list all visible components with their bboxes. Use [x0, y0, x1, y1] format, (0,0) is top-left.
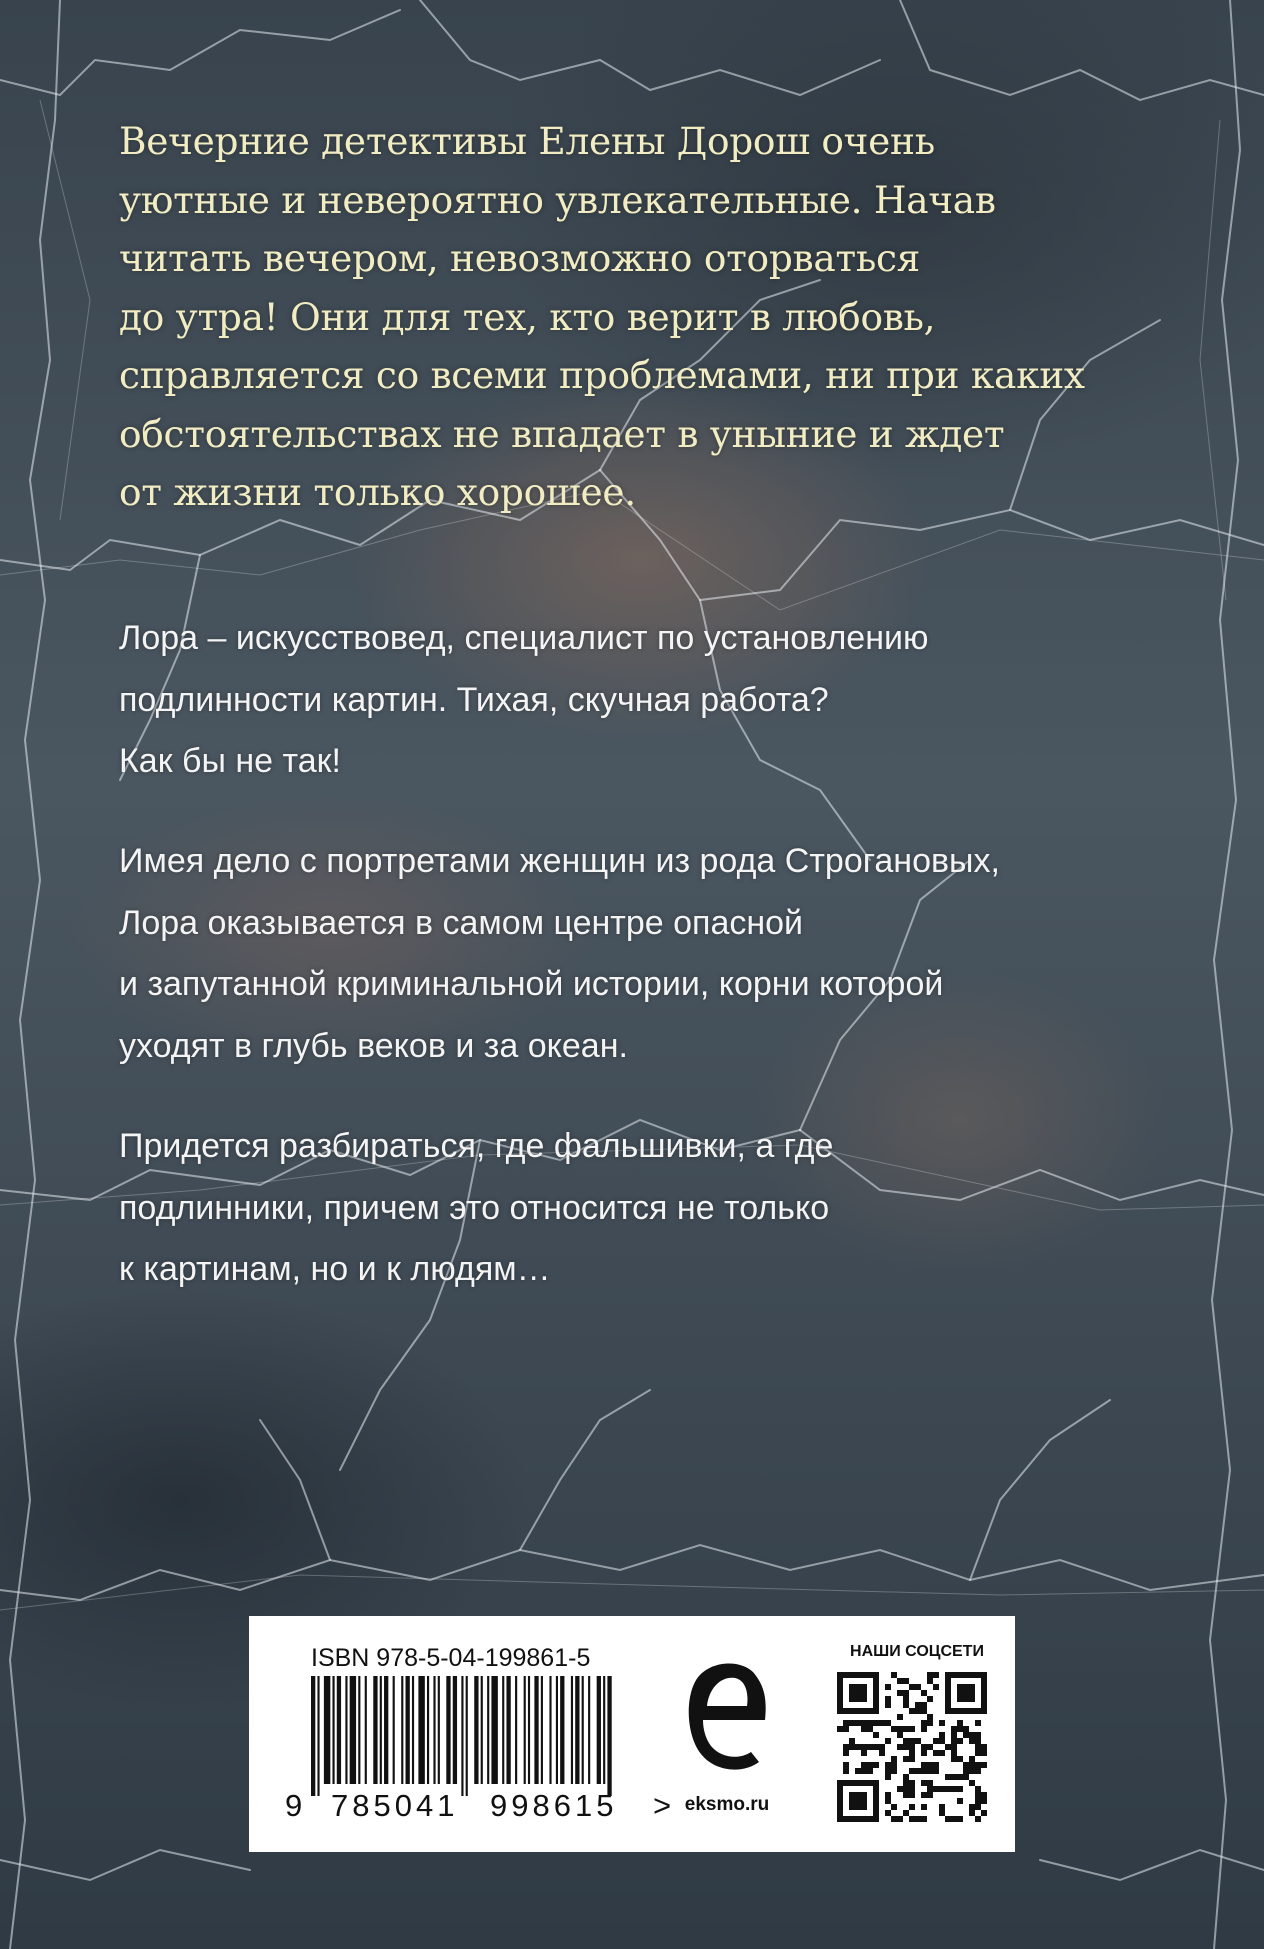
qr-module	[933, 1768, 939, 1774]
qr-module	[957, 1774, 963, 1780]
qr-module	[897, 1678, 903, 1684]
qr-module	[927, 1780, 933, 1786]
qr-module	[873, 1744, 879, 1750]
qr-module	[933, 1786, 939, 1792]
qr-module	[909, 1708, 915, 1714]
qr-module	[933, 1672, 939, 1678]
qr-module	[843, 1750, 849, 1756]
qr-module	[927, 1678, 933, 1684]
qr-module	[903, 1786, 909, 1792]
barcode-bar	[453, 1676, 457, 1784]
barcode-bar	[446, 1676, 450, 1784]
barcode-bar	[515, 1676, 517, 1784]
qr-module	[981, 1744, 987, 1750]
barcode-bar	[324, 1676, 330, 1784]
barcode-bar	[332, 1676, 334, 1784]
qr-module	[945, 1708, 987, 1714]
qr-module	[885, 1810, 891, 1816]
qr-module	[927, 1768, 933, 1774]
qr-module	[897, 1786, 903, 1792]
qr-module	[921, 1804, 927, 1810]
series-blurb	[119, 112, 1159, 522]
qr-module	[837, 1780, 879, 1786]
qr-module	[921, 1768, 927, 1774]
blurb-line: Вечерние детективы Елены Дорош очень	[119, 119, 935, 163]
barcode-bar	[607, 1676, 611, 1796]
publisher-site: eksmo.ru	[684, 1794, 770, 1815]
qr-module	[939, 1720, 945, 1726]
barcode-bar	[461, 1676, 463, 1796]
barcode-bar	[350, 1676, 356, 1784]
synopsis-line: и запутанной криминальной истории, корни которой	[119, 965, 944, 1003]
qr-module	[879, 1720, 885, 1726]
qr-module	[969, 1756, 975, 1762]
qr-module	[915, 1768, 921, 1774]
qr-module	[921, 1816, 927, 1822]
qr-module	[951, 1738, 957, 1744]
qr-module	[957, 1756, 963, 1762]
qr-code-icon	[837, 1672, 987, 1822]
qr-module	[855, 1768, 861, 1774]
qr-module	[903, 1678, 909, 1684]
qr-module	[885, 1720, 891, 1726]
blurb-line: от жизни только хорошее.	[119, 470, 636, 514]
barcode-bar	[427, 1676, 429, 1784]
qr-module	[891, 1726, 897, 1732]
barcode-arrow: >	[653, 1788, 672, 1823]
qr-module	[861, 1750, 867, 1756]
qr-module	[957, 1726, 963, 1732]
qr-module	[975, 1816, 981, 1822]
qr-module	[957, 1720, 963, 1726]
qr-module	[939, 1732, 945, 1738]
qr-module	[885, 1798, 891, 1804]
qr-module	[927, 1744, 933, 1750]
qr-module	[861, 1720, 867, 1726]
barcode-bar	[412, 1676, 414, 1784]
barcode-bar	[524, 1676, 526, 1784]
qr-module	[945, 1786, 951, 1792]
blurb-line: обстоятельствах не впадает в уныние и ждет	[119, 411, 1005, 456]
barcode-bar	[337, 1676, 341, 1784]
qr-module	[927, 1786, 933, 1792]
synopsis-line: Лора – искусствовед, специалист по установлению	[119, 619, 929, 657]
barcode-bar	[358, 1676, 360, 1784]
qr-module	[903, 1726, 909, 1732]
qr-module	[975, 1738, 981, 1744]
qr-module	[873, 1672, 879, 1714]
qr-module	[921, 1762, 927, 1768]
qr-module	[903, 1780, 909, 1786]
barcode-bar	[380, 1676, 382, 1784]
qr-module	[849, 1792, 867, 1810]
qr-module	[891, 1762, 897, 1768]
qr-module	[915, 1816, 921, 1822]
barcode-bar	[575, 1676, 579, 1784]
qr-module	[927, 1720, 933, 1726]
qr-module	[981, 1762, 987, 1768]
qr-module	[897, 1690, 903, 1696]
barcode-bar	[534, 1676, 538, 1784]
qr-module	[939, 1804, 945, 1810]
qr-module	[981, 1792, 987, 1798]
qr-module	[975, 1792, 981, 1798]
qr-module	[885, 1696, 891, 1702]
qr-module	[867, 1720, 873, 1726]
qr-module	[849, 1720, 855, 1726]
qr-module	[975, 1750, 981, 1756]
qr-module	[891, 1672, 897, 1678]
qr-module	[951, 1744, 957, 1750]
qr-module	[873, 1780, 879, 1822]
qr-module	[891, 1756, 897, 1762]
qr-module	[945, 1774, 951, 1780]
qr-module	[915, 1702, 921, 1708]
qr-module	[885, 1738, 891, 1744]
qr-module	[927, 1714, 933, 1720]
qr-module	[927, 1696, 933, 1702]
synopsis-line: уходят в глубь веков и за океан.	[119, 1026, 628, 1065]
qr-module	[891, 1816, 897, 1822]
barcode-bar	[393, 1676, 395, 1784]
barcode-bar	[491, 1676, 497, 1784]
isbn-label: ISBN 978-5-04-199861-5	[311, 1644, 591, 1672]
qr-module	[909, 1756, 915, 1762]
qr-module	[903, 1738, 909, 1744]
qr-module	[885, 1702, 891, 1708]
qr-module	[885, 1792, 891, 1798]
barcode-bar	[466, 1676, 468, 1796]
qr-module	[927, 1762, 933, 1768]
barcode-bar	[365, 1676, 367, 1784]
qr-module	[921, 1750, 927, 1756]
qr-module	[963, 1774, 969, 1780]
barcode-bar	[311, 1676, 315, 1796]
barcode-bar	[373, 1676, 377, 1784]
qr-module	[837, 1726, 843, 1732]
barcode-panel	[249, 1616, 1015, 1852]
barcode-bar	[418, 1676, 424, 1784]
barcode-bar	[474, 1676, 478, 1784]
qr-module	[885, 1774, 891, 1780]
qr-module	[861, 1726, 867, 1732]
qr-module	[975, 1804, 981, 1810]
qr-module	[915, 1708, 921, 1714]
qr-module	[975, 1768, 981, 1774]
qr-module	[969, 1762, 975, 1768]
qr-module	[843, 1726, 849, 1732]
qr-module	[975, 1762, 981, 1768]
synopsis-line: Как бы не так!	[119, 742, 341, 780]
barcode-bar	[384, 1676, 388, 1784]
qr-module	[849, 1738, 855, 1744]
qr-module	[969, 1804, 975, 1810]
qr-module	[909, 1726, 915, 1732]
barcode-bar	[433, 1676, 435, 1784]
qr-module	[873, 1732, 879, 1738]
qr-module	[957, 1816, 963, 1822]
qr-module	[885, 1684, 891, 1690]
qr-module	[909, 1750, 915, 1756]
qr-module	[909, 1780, 915, 1786]
qr-module	[981, 1798, 987, 1804]
qr-module	[927, 1792, 933, 1798]
qr-module	[981, 1810, 987, 1816]
barcode-bar	[582, 1676, 584, 1784]
qr-module	[927, 1672, 933, 1678]
qr-module	[945, 1816, 951, 1822]
qr-module	[867, 1726, 873, 1732]
barcode-bar	[588, 1676, 590, 1784]
qr-module	[951, 1726, 957, 1732]
synopsis-line: подлинники, причем это относится не только	[119, 1188, 830, 1227]
qr-module	[867, 1762, 873, 1768]
qr-module	[951, 1816, 957, 1822]
barcode-bar	[556, 1676, 558, 1784]
qr-module	[933, 1750, 939, 1756]
synopsis-paragraph-2	[119, 831, 1179, 1077]
synopsis-line: Придется разбираться, где фальшивки, а где	[119, 1127, 834, 1165]
qr-module	[849, 1744, 855, 1750]
qr-module	[921, 1708, 927, 1714]
qr-module	[969, 1780, 975, 1786]
synopsis-paragraph-1	[119, 608, 1179, 793]
qr-module	[861, 1762, 867, 1768]
qr-module	[843, 1768, 849, 1774]
qr-module	[963, 1732, 969, 1738]
qr-module	[903, 1744, 909, 1750]
qr-module	[975, 1786, 981, 1792]
synopsis-paragraph-3	[119, 1116, 1179, 1301]
social-title: НАШИ СОЦСЕТИ	[850, 1643, 984, 1660]
barcode-bar	[345, 1676, 347, 1784]
qr-module	[945, 1744, 951, 1750]
barcode-bar	[549, 1676, 551, 1784]
qr-module	[909, 1792, 915, 1798]
qr-module	[939, 1786, 945, 1792]
qr-module	[891, 1768, 897, 1774]
qr-module	[903, 1810, 909, 1816]
qr-module	[933, 1738, 939, 1744]
qr-module	[909, 1816, 915, 1822]
qr-module	[903, 1702, 909, 1708]
barcode-bar	[502, 1676, 504, 1784]
qr-module	[903, 1756, 909, 1762]
qr-module	[921, 1780, 927, 1786]
qr-module	[981, 1672, 987, 1714]
barcode-bar	[603, 1676, 605, 1784]
barcode-bar	[401, 1676, 403, 1784]
blurb-line: читать вечером, невозможно оторваться	[119, 236, 921, 280]
qr-module	[969, 1738, 975, 1744]
qr-module	[861, 1768, 867, 1774]
qr-module	[975, 1744, 981, 1750]
qr-module	[957, 1798, 963, 1804]
qr-module	[903, 1774, 909, 1780]
qr-module	[945, 1672, 987, 1678]
qr-module	[969, 1732, 975, 1738]
qr-module	[885, 1762, 891, 1768]
qr-module	[855, 1744, 861, 1750]
qr-module	[837, 1672, 879, 1678]
qr-module	[891, 1804, 897, 1810]
qr-module	[909, 1804, 915, 1810]
barcode-bar	[541, 1676, 543, 1784]
synopsis-line: Имея дело с портретами женщин из рода Строгановых,	[119, 842, 1000, 880]
qr-module	[897, 1744, 903, 1750]
qr-module	[951, 1750, 957, 1756]
blurb-line: уютные и невероятно увлекательные. Начав	[119, 177, 996, 222]
qr-module	[903, 1690, 909, 1696]
qr-module	[855, 1720, 861, 1726]
qr-module	[867, 1768, 873, 1774]
qr-module	[873, 1720, 879, 1726]
qr-module	[879, 1744, 885, 1750]
synopsis-line: к картинам, но и к людям…	[119, 1250, 551, 1288]
qr-module	[837, 1780, 843, 1822]
barcode-bar	[506, 1676, 510, 1784]
qr-module	[951, 1774, 957, 1780]
qr-module	[903, 1792, 909, 1798]
qr-module	[963, 1762, 969, 1768]
qr-module	[975, 1798, 981, 1804]
qr-module	[921, 1690, 927, 1696]
barcode-digit-first: 9	[285, 1788, 303, 1823]
qr-module	[897, 1816, 903, 1822]
qr-module	[951, 1756, 957, 1762]
qr-module	[837, 1816, 879, 1822]
qr-module	[975, 1720, 981, 1726]
qr-module	[963, 1726, 969, 1732]
qr-module	[909, 1684, 915, 1690]
qr-module	[933, 1684, 939, 1690]
qr-module	[981, 1750, 987, 1756]
barcode-digits-left: 785041	[331, 1788, 459, 1823]
blurb-line: до утра! Они для тех, кто верит в любовь,	[119, 294, 936, 339]
barcode-bar	[571, 1676, 573, 1784]
qr-module	[879, 1750, 885, 1756]
blurb-line: справляется со всеми проблемами, ни при каких	[119, 353, 1085, 397]
synopsis-line: Лора оказывается в самом центре опасной	[119, 903, 804, 942]
qr-module	[957, 1738, 963, 1744]
qr-module	[909, 1786, 915, 1792]
barcode-bar	[597, 1676, 601, 1784]
qr-module	[915, 1684, 921, 1690]
qr-module	[957, 1786, 963, 1792]
qr-module	[915, 1738, 921, 1744]
qr-module	[951, 1786, 957, 1792]
qr-module	[921, 1726, 927, 1732]
qr-module	[951, 1732, 957, 1738]
qr-module	[849, 1684, 867, 1702]
barcode-bar	[481, 1676, 483, 1784]
qr-module	[897, 1726, 903, 1732]
qr-module	[921, 1744, 927, 1750]
qr-module	[957, 1684, 975, 1702]
barcode-bar	[560, 1676, 564, 1784]
qr-module	[969, 1810, 975, 1816]
qr-module	[909, 1738, 915, 1744]
barcode-bar	[406, 1676, 410, 1784]
qr-module	[867, 1744, 873, 1750]
barcode-icon	[311, 1676, 616, 1796]
qr-module	[843, 1762, 849, 1768]
qr-module	[837, 1672, 843, 1714]
qr-module	[897, 1714, 903, 1720]
qr-module	[933, 1762, 939, 1768]
barcode-bar	[438, 1676, 440, 1784]
qr-module	[861, 1744, 867, 1750]
qr-module	[921, 1702, 927, 1708]
barcode-digits-right: 998615	[490, 1788, 618, 1823]
qr-module	[837, 1708, 879, 1714]
qr-module	[969, 1768, 975, 1774]
qr-module	[897, 1732, 903, 1738]
synopsis-line: подлинности картин. Тихая, скучная работа?	[119, 680, 829, 719]
qr-module	[903, 1696, 909, 1702]
qr-module	[921, 1792, 927, 1798]
qr-module	[945, 1672, 951, 1714]
qr-module	[963, 1768, 969, 1774]
qr-module	[975, 1732, 981, 1738]
qr-module	[843, 1720, 849, 1726]
qr-module	[843, 1744, 849, 1750]
barcode-bar	[487, 1676, 489, 1784]
qr-module	[939, 1738, 945, 1744]
qr-module	[909, 1744, 915, 1750]
qr-module	[909, 1768, 915, 1774]
qr-module	[885, 1768, 891, 1774]
qr-module	[873, 1762, 879, 1768]
eksmo-logo-icon	[681, 1658, 773, 1776]
qr-module	[939, 1750, 945, 1756]
qr-module	[939, 1810, 945, 1816]
qr-module	[921, 1720, 927, 1726]
barcode-bar	[317, 1676, 319, 1796]
barcode-bar	[528, 1676, 530, 1784]
